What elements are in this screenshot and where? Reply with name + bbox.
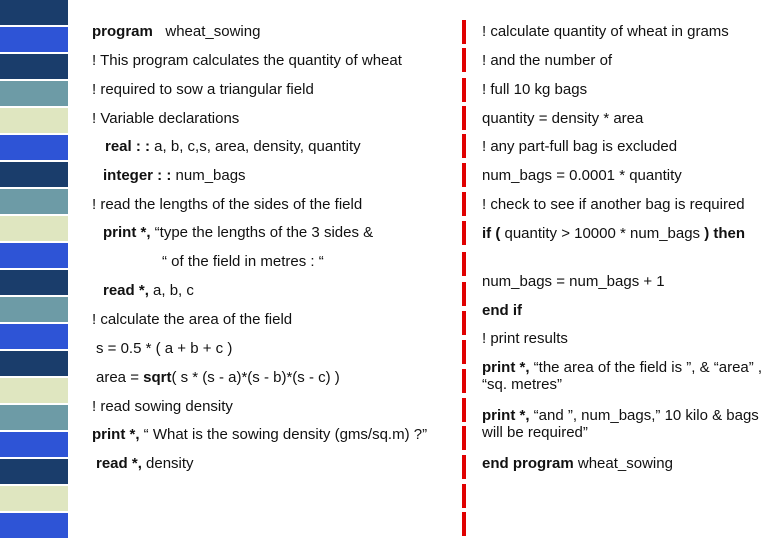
decorative-square [0, 243, 68, 268]
code-line-17: ! calculate quantity of wheat in grams [482, 23, 729, 40]
decorative-square [0, 486, 68, 511]
decorative-square [0, 405, 68, 430]
code-line-19: ! full 10 kg bags [482, 81, 588, 98]
code-line-6: integer : : num_bags [103, 167, 246, 184]
divider-dash [462, 163, 466, 187]
code-line-2: ! This program calculates the quantity of wheat [92, 52, 402, 69]
decorative-square [0, 108, 68, 133]
code-line-12: s = 0.5 * ( a + b + c ) [96, 340, 233, 357]
divider-dash [462, 252, 466, 276]
code-line-21: ! any part-full bag is excluded [482, 138, 678, 155]
code-line-5: real : : a, b, c,s, area, density, quantity [105, 138, 361, 155]
code-line-8: print *, “type the lengths of the 3 sides & [103, 224, 374, 241]
decorative-square [0, 189, 68, 214]
code-line-16: read *, density [96, 455, 194, 472]
decorative-square [0, 351, 68, 376]
divider-dash [462, 221, 466, 245]
decorative-square [0, 297, 68, 322]
code-line-26: end if [482, 302, 522, 319]
code-line-3: ! required to sow a triangular field [92, 81, 314, 98]
code-line-9: “ of the field in metres : “ [162, 253, 324, 270]
code-line-28: print *, “the area of the field is ”, & “area” , “sq. metres” [482, 359, 763, 393]
code-line-23: ! check to see if another bag is required [482, 196, 745, 213]
decorative-square [0, 162, 68, 187]
divider-dash [462, 369, 466, 393]
code-line-7: ! read the lengths of the sides of the field [92, 196, 363, 213]
code-line-20: quantity = density * area [482, 110, 644, 127]
divider-dash [462, 484, 466, 508]
decorative-square [0, 378, 68, 403]
divider-dash [462, 398, 466, 422]
divider-dash [462, 78, 466, 102]
divider-dash [462, 455, 466, 479]
code-line-4: ! Variable declarations [92, 110, 240, 127]
decorative-square [0, 432, 68, 457]
decorative-square [0, 54, 68, 79]
code-line-13: area = sqrt( s * (s - a)*(s - b)*(s - c) ) [96, 369, 340, 386]
decorative-square [0, 513, 68, 538]
decorative-square-stripe [0, 0, 68, 540]
divider-dash [462, 426, 466, 450]
code-line-18: ! and the number of [482, 52, 613, 69]
code-line-15: print *, “ What is the sowing density (gms/sq.m) ?” [92, 426, 428, 443]
column-divider [462, 0, 470, 540]
code-line-11: ! calculate the area of the field [92, 311, 293, 328]
decorative-square [0, 81, 68, 106]
decorative-square [0, 0, 68, 25]
code-line-1: program wheat_sowing [92, 23, 261, 40]
decorative-square [0, 27, 68, 52]
divider-dash [462, 106, 466, 130]
code-line-24: if ( quantity > 10000 * num_bags ) then [482, 225, 746, 242]
divider-dash [462, 512, 466, 536]
code-line-22: num_bags = 0.0001 * quantity [482, 167, 682, 184]
code-line-29: print *, “and ”, num_bags,” 10 kilo & bags will be required” [482, 407, 759, 441]
divider-dash [462, 134, 466, 158]
decorative-square [0, 135, 68, 160]
code-line-30: end program wheat_sowing [482, 455, 673, 472]
decorative-square [0, 216, 68, 241]
divider-dash [462, 282, 466, 306]
divider-dash [462, 340, 466, 364]
divider-dash [462, 192, 466, 216]
code-line-27: ! print results [482, 330, 568, 347]
divider-dash [462, 48, 466, 72]
code-line-25: num_bags = num_bags + 1 [482, 273, 665, 290]
code-line-10: read *, a, b, c [103, 282, 194, 299]
decorative-square [0, 270, 68, 295]
decorative-square [0, 459, 68, 484]
decorative-square [0, 324, 68, 349]
divider-dash [462, 20, 466, 44]
divider-dash [462, 311, 466, 335]
code-line-14: ! read sowing density [92, 398, 233, 415]
